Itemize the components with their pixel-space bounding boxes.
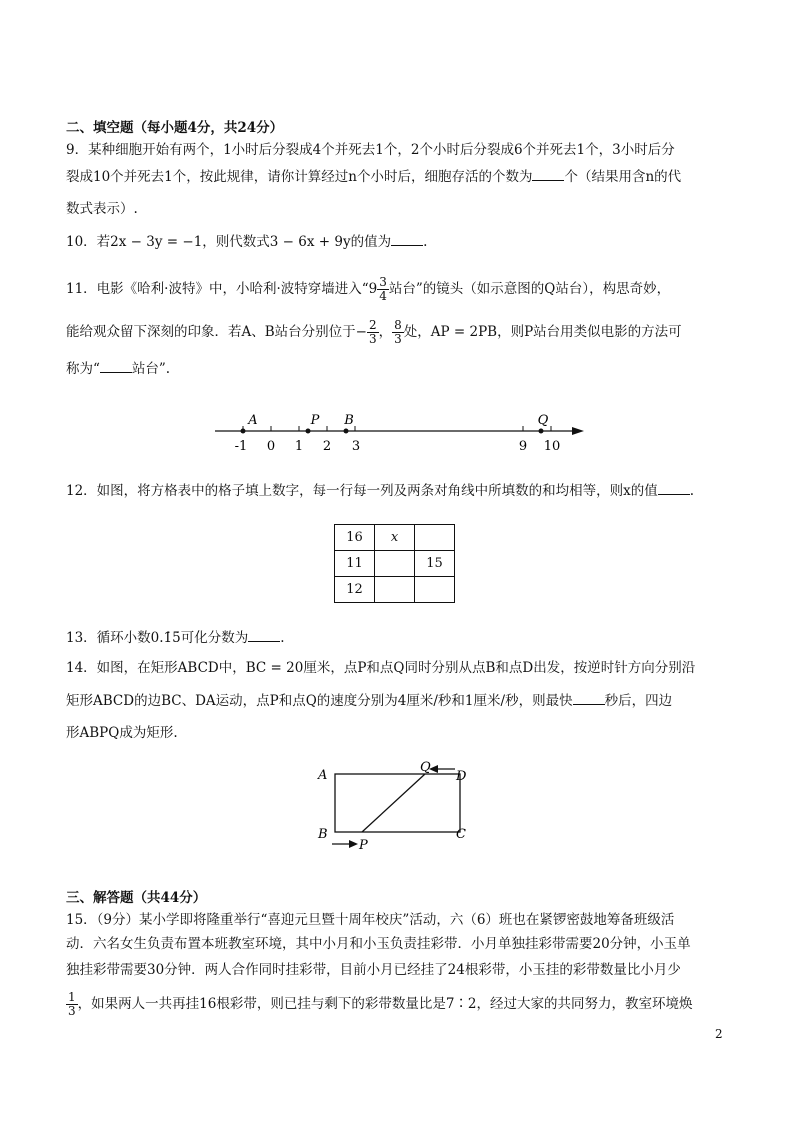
q10-period: . bbox=[423, 234, 428, 250]
q14-line3: 形ABPQ成为矩形. bbox=[66, 725, 178, 741]
q11-mixed-fraction: $\frac{3}{4}$ bbox=[379, 275, 387, 303]
rectangle-abcd bbox=[335, 774, 460, 832]
q9-text-b: 个（结果用含n的代 bbox=[564, 169, 682, 185]
tick-label: 0 bbox=[266, 439, 276, 454]
segment-pq bbox=[362, 774, 425, 832]
rect-label: D bbox=[456, 769, 467, 784]
q13-period: . bbox=[280, 630, 285, 646]
q15-line1: 15．（9分）某小学即将隆重举行“喜迎元旦暨十周年校庆”活动，六（6）班也在紧锣密鼓地筹备班级活 bbox=[66, 912, 675, 928]
q11-text-b: 站台”的镜头（如示意图的Q站台），构思奇妙， bbox=[388, 281, 671, 297]
q12 bbox=[66, 480, 694, 500]
q10-answer-blank[interactable] bbox=[391, 231, 423, 246]
table-cell: 15 bbox=[415, 551, 455, 577]
q14-line1: 14．如图，在矩形ABCD中，BC = 20厘米，点P和点Q同时分别从点B和点D出发，按逆时针方向分别沿 bbox=[66, 660, 696, 676]
q13-answer-blank[interactable] bbox=[248, 627, 280, 642]
q13 bbox=[66, 627, 285, 647]
q11-answer-blank[interactable] bbox=[100, 358, 132, 373]
rect-label: C bbox=[456, 827, 466, 842]
q15-line3: 独挂彩带需要30分钟．两人合作同时挂彩带，目前小月已经挂了24根彩带，小玉挂的彩带数量比小月少 bbox=[66, 962, 681, 978]
table-cell bbox=[415, 577, 455, 603]
q12-text: 12．如图，将方格表中的格子填上数字，每一行每一列及两条对角线中所填数的和均相等，则x的值 bbox=[66, 483, 658, 499]
rect-label: Q bbox=[420, 760, 431, 775]
rect-label: A bbox=[318, 768, 328, 783]
q12-answer-blank[interactable] bbox=[658, 480, 690, 495]
tick-label: 9 bbox=[518, 439, 528, 454]
q9-line3: 数式表示）. bbox=[66, 201, 138, 217]
q14-text-b: 秒后，四边 bbox=[604, 693, 673, 709]
q11-text-c: 能给观众留下深刻的印象．若A、B站台分别位于− bbox=[66, 324, 367, 340]
table-cell bbox=[375, 577, 415, 603]
rect-label: B bbox=[318, 827, 328, 842]
arrow-p-head bbox=[349, 840, 358, 848]
q11-line1 bbox=[66, 276, 670, 303]
point-b bbox=[344, 429, 349, 434]
q11-text-f: 站台”. bbox=[131, 361, 171, 377]
q11-sep: ， bbox=[378, 324, 393, 340]
point-a bbox=[241, 429, 246, 434]
table-row bbox=[335, 525, 455, 551]
tick-label: -1 bbox=[234, 439, 248, 454]
table-cell: 12 bbox=[335, 577, 375, 603]
tick-label: 10 bbox=[543, 439, 561, 454]
q9-line1: 9．某种细胞开始有两个，1小时后分裂成4个并死去1个，2个小时后分裂成6个并死去1个，3小时后分 bbox=[66, 142, 675, 158]
q15-line4 bbox=[66, 991, 693, 1018]
q10-text: 10．若2x − 3y = −1，则代数式3 − 6x + 9y的值为 bbox=[66, 234, 392, 250]
q11-fraction-a: $\frac{2}{3}$ bbox=[368, 318, 377, 346]
q15-text-d: ，如果两人一共再挂16根彩带，则已挂与剩下的彩带数量比是7∶2，经过大家的共同努力，教室环境焕 bbox=[77, 996, 693, 1012]
tick-label: 1 bbox=[294, 439, 304, 454]
rect-label: P bbox=[359, 838, 368, 853]
q10 bbox=[66, 231, 427, 251]
point-label: P bbox=[310, 413, 320, 428]
table-row bbox=[335, 551, 455, 577]
q11-fraction-b: $\frac{8}{3}$ bbox=[394, 318, 402, 346]
q13-text: 13．循环小数0.1̇5̇可化分数为 bbox=[66, 630, 249, 646]
tick-label: 3 bbox=[351, 439, 361, 454]
q11-line3 bbox=[66, 358, 170, 378]
section-2-title: 二、填空题（每小题4分，共24分） bbox=[66, 120, 284, 136]
point-label: A bbox=[248, 413, 258, 428]
page-number: 2 bbox=[715, 1027, 723, 1041]
q14-line2 bbox=[66, 690, 672, 710]
q9-line2 bbox=[66, 166, 681, 186]
number-line-arrow bbox=[572, 427, 584, 435]
table-cell: 11 bbox=[335, 551, 375, 577]
q11-line2 bbox=[66, 319, 682, 346]
q9-answer-blank[interactable] bbox=[532, 166, 564, 181]
q11-mixed-whole: 9 bbox=[368, 281, 378, 297]
point-label: Q bbox=[537, 413, 549, 428]
q14-answer-blank[interactable] bbox=[573, 690, 605, 705]
point-p bbox=[306, 429, 311, 434]
q15-fraction: $\frac{1}{3}$ bbox=[68, 990, 76, 1018]
q11-text-a: 11．电影《哈利·波特》中，小哈利·波特穿墙进入“ bbox=[66, 281, 369, 297]
section-3-title: 三、解答题（共44分） bbox=[66, 890, 207, 906]
q14-text-a: 矩形ABCD的边BC、DA运动，点P和点Q的速度分别为4厘米/秒和1厘米/秒，则最快 bbox=[66, 693, 573, 709]
magic-square-table bbox=[334, 524, 455, 603]
q11-text-e: 称为“ bbox=[66, 361, 100, 377]
table-cell: 16 bbox=[335, 525, 375, 551]
rectangle-figure bbox=[300, 752, 500, 862]
point-label: B bbox=[344, 413, 354, 428]
q15-line2: 动．六名女生负责布置本班教室环境，其中小月和小玉负责挂彩带．小月单独挂彩带需要20分钟，小玉单 bbox=[66, 936, 691, 952]
q11-text-d: 处，AP = 2PB，则P站台用类似电影的方法可 bbox=[403, 324, 682, 340]
tick-label: 2 bbox=[322, 439, 332, 454]
table-cell bbox=[415, 525, 455, 551]
table-row bbox=[335, 577, 455, 603]
table-cell bbox=[375, 551, 415, 577]
point-q bbox=[539, 429, 544, 434]
table-cell: x bbox=[375, 525, 415, 551]
q9-text-a: 裂成10个并死去1个，按此规律，请你计算经过n个小时后，细胞存活的个数为 bbox=[66, 169, 533, 185]
number-line-figure bbox=[0, 400, 794, 460]
q12-period: . bbox=[689, 483, 695, 499]
